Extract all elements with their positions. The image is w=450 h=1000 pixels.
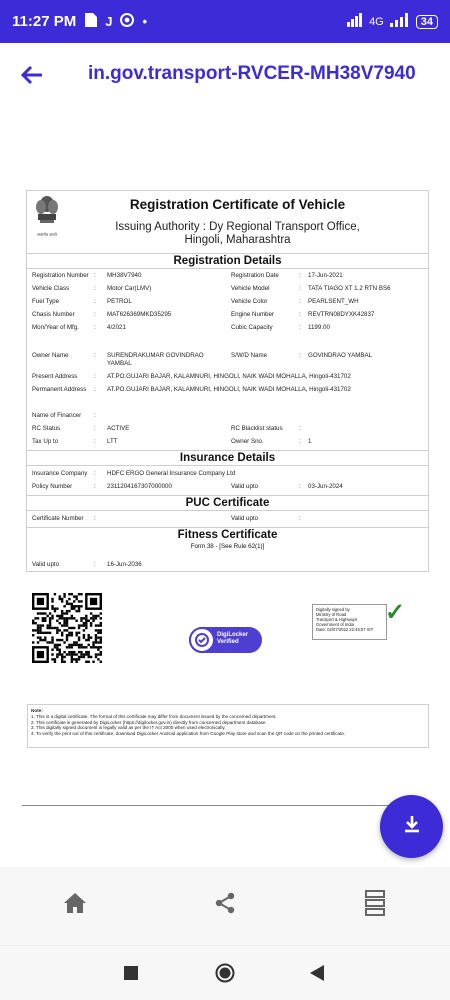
colon: : [299, 515, 301, 522]
colon: : [94, 373, 96, 380]
permanent-address-value: AT.PO.GUJARI BAJAR, KALAMNURI, HINGOLI, NAIK WADI MOHALLA, Hingoli-431702 [107, 386, 351, 393]
colon: : [94, 425, 96, 432]
owner-value-2: YAMBAL [107, 360, 132, 367]
home-icon [63, 892, 87, 919]
back-triangle-icon[interactable] [310, 965, 324, 986]
view-list-button[interactable] [355, 885, 395, 925]
insurance-details-heading: Insurance Details [27, 450, 428, 466]
digilocker-logo-icon [189, 627, 215, 653]
registration-details-heading: Registration Details [27, 253, 428, 269]
fitness-heading [27, 527, 428, 557]
notes-title: Note: [31, 708, 43, 713]
digilocker-verified-badge [189, 627, 262, 653]
status-time: 11:27 PM [12, 13, 77, 30]
colon: : [94, 412, 96, 419]
divider [22, 805, 402, 806]
field-label: Mon/Year of Mfg. [32, 324, 79, 331]
field-value: 4/2021 [107, 324, 126, 331]
notes-box [27, 704, 429, 748]
colon: : [94, 438, 96, 445]
sig-line-3: Transport & Highways [316, 617, 358, 622]
sig-line-2: Ministry of Road [316, 612, 347, 617]
colon: : [94, 470, 96, 477]
dot-icon: • [142, 14, 148, 29]
digilocker-line2: Verified [217, 639, 239, 645]
note-item-3: 3. This digitally signed document is legally valid as per the IT Act 2000 when used electronically. [31, 725, 226, 731]
certificate-document [26, 190, 429, 572]
owner-sno-label: Owner Sno. [231, 438, 264, 445]
chrome-icon [120, 13, 134, 30]
digilocker-text [217, 632, 248, 646]
field-value: PETROL [107, 298, 132, 305]
field-value: REVTRN08DYXK42837 [308, 311, 375, 318]
policy-label: Policy Number [32, 483, 73, 490]
battery-icon: 34 [416, 15, 438, 29]
colon: : [299, 311, 301, 318]
colon: : [94, 272, 96, 279]
share-icon [213, 891, 237, 920]
status-bar [0, 0, 450, 43]
field-value: MH38V7940 [107, 272, 142, 279]
permanent-address-label: Permanent Address [32, 386, 87, 393]
authority-line1: Issuing Authority : Dy Regional Transport Office, [115, 221, 360, 233]
field-value: MAT626369MKD35295 [107, 311, 172, 318]
field-value: PEARLSENT_WH [308, 298, 359, 305]
colon: : [94, 561, 96, 568]
field-label: Fuel Type [32, 298, 60, 305]
colon: : [94, 515, 96, 522]
issuing-authority [27, 221, 428, 247]
owner-value [107, 352, 204, 368]
field-value: 1199.00 [308, 324, 330, 331]
colon: : [94, 352, 96, 359]
field-value: TATA TIAGO XT 1.2 RTN BS6 [308, 285, 391, 292]
bottom-toolbar [0, 867, 450, 945]
j-icon: J [105, 14, 113, 29]
share-button[interactable] [205, 885, 245, 925]
fitness-valid-value: 16-Jun-2036 [107, 561, 142, 568]
fitness-title: Fitness Certificate [177, 529, 278, 541]
owner-sno-value: 1 [308, 438, 312, 445]
insurance-company-value: HDFC ERGO General Insurance Company Ltd [107, 470, 236, 477]
checkmark-icon: ✓ [385, 599, 406, 626]
rc-status-label: RC Status [32, 425, 61, 432]
field-label: Registration Number [32, 272, 89, 279]
page-title: in.gov.transport-RVCER-MH38V7940 [88, 63, 416, 84]
colon: : [94, 324, 96, 331]
present-address-value: AT.PO.GUJARI BAJAR, KALAMNURI, HINGOLI, NAIK WADI MOHALLA, Hingoli-431702 [107, 373, 351, 380]
note-item-2: 2. This certificate is generated by DigiLocker (https://digilocker.gov.in) directly from concerned department database. [31, 719, 267, 725]
field-label: Vehicle Model [231, 285, 270, 292]
signal-icon-2 [390, 13, 410, 30]
colon: : [299, 483, 301, 490]
policy-value: 2311204167307000000 [107, 483, 172, 490]
colon: : [94, 311, 96, 318]
digital-signature [312, 604, 387, 640]
insurance-company-label: Insurance Company [32, 470, 88, 477]
field-label: Cubic Capacity [231, 324, 273, 331]
status-right [347, 13, 438, 30]
view-list-icon [364, 890, 386, 921]
recents-square-icon[interactable] [124, 966, 138, 985]
field-label: Registration Date [231, 272, 279, 279]
tax-label: Tax Up to [32, 438, 59, 445]
signal-icon [347, 13, 363, 30]
colon: : [299, 352, 301, 359]
sig-line-1: Digitally signed by [316, 607, 350, 612]
sig-line-4: Government of India [316, 622, 354, 627]
colon: : [299, 324, 301, 331]
present-address-label: Present Address [32, 373, 78, 380]
fitness-subtitle: Form 38 - [See Rule 62(1)] [190, 543, 265, 550]
field-label: Engine Number [231, 311, 274, 318]
arrow-left-icon[interactable] [20, 63, 44, 87]
colon: : [299, 425, 301, 432]
certificate-title: Registration Certificate of Vehicle [129, 197, 346, 212]
network-label: 4G [369, 15, 384, 28]
field-label: Vehicle Color [231, 298, 268, 305]
note-item-1: 1. This is a digital certificate. The format of this certificate may differ from document issued by the concerned department. [31, 713, 277, 719]
swd-value: GOVINDRAO YAMBAL [308, 352, 373, 359]
fitness-valid-label: Valid upto [32, 561, 60, 568]
colon: : [94, 386, 96, 393]
colon: : [94, 285, 96, 292]
owner-label: Owner Name [32, 352, 69, 359]
rc-status-value: ACTIVE [107, 425, 130, 432]
field-value: 17-Jun-2021 [308, 272, 343, 279]
file-icon [84, 13, 97, 30]
colon: : [299, 272, 301, 279]
app-bar [0, 43, 450, 107]
colon: : [94, 483, 96, 490]
colon: : [94, 298, 96, 305]
colon: : [299, 438, 301, 445]
note-item-4: 4. To verify the print out of this certificate, download DigiLocker Android application from Google Play store and scan the QR code on the printed certificate. [31, 731, 346, 737]
sig-line-5: Date: 02/07/2022 22:46:07 IST [316, 627, 374, 632]
colon: : [299, 285, 301, 292]
puc-valid-label: Valid upto [231, 515, 259, 522]
system-nav-bar [0, 945, 450, 1000]
field-value: Motor Car(LMV) [107, 285, 152, 292]
financer-label: Name of Financer [32, 412, 82, 419]
tax-value: LTT [107, 438, 118, 445]
rc-blacklist-label: RC Blacklist status [231, 425, 283, 432]
field-label: Chasis Number [32, 311, 75, 318]
puc-cert-label: Certificate Number [32, 515, 84, 522]
home-button[interactable] [55, 885, 95, 925]
owner-value-1: SURENDRAKUMAR GOVINDRAO [107, 352, 204, 359]
download-icon [401, 813, 423, 840]
authority-line2: Hingoli, Maharashtra [184, 234, 291, 246]
field-label: Vehicle Class [32, 285, 70, 292]
swd-label: S/W/D Name [231, 352, 268, 359]
digilocker-line1: DigiLocker [217, 632, 249, 638]
colon: : [299, 298, 301, 305]
insurance-valid-label: Valid upto [231, 483, 259, 490]
qr-code [32, 593, 102, 676]
download-button[interactable] [380, 795, 443, 858]
svg-text:सत्यमेव जयते: सत्यमेव जयते [37, 232, 57, 237]
insurance-valid-value: 03-Jun-2024 [308, 483, 343, 490]
puc-heading: PUC Certificate [27, 495, 428, 511]
home-circle-icon[interactable] [215, 963, 235, 988]
